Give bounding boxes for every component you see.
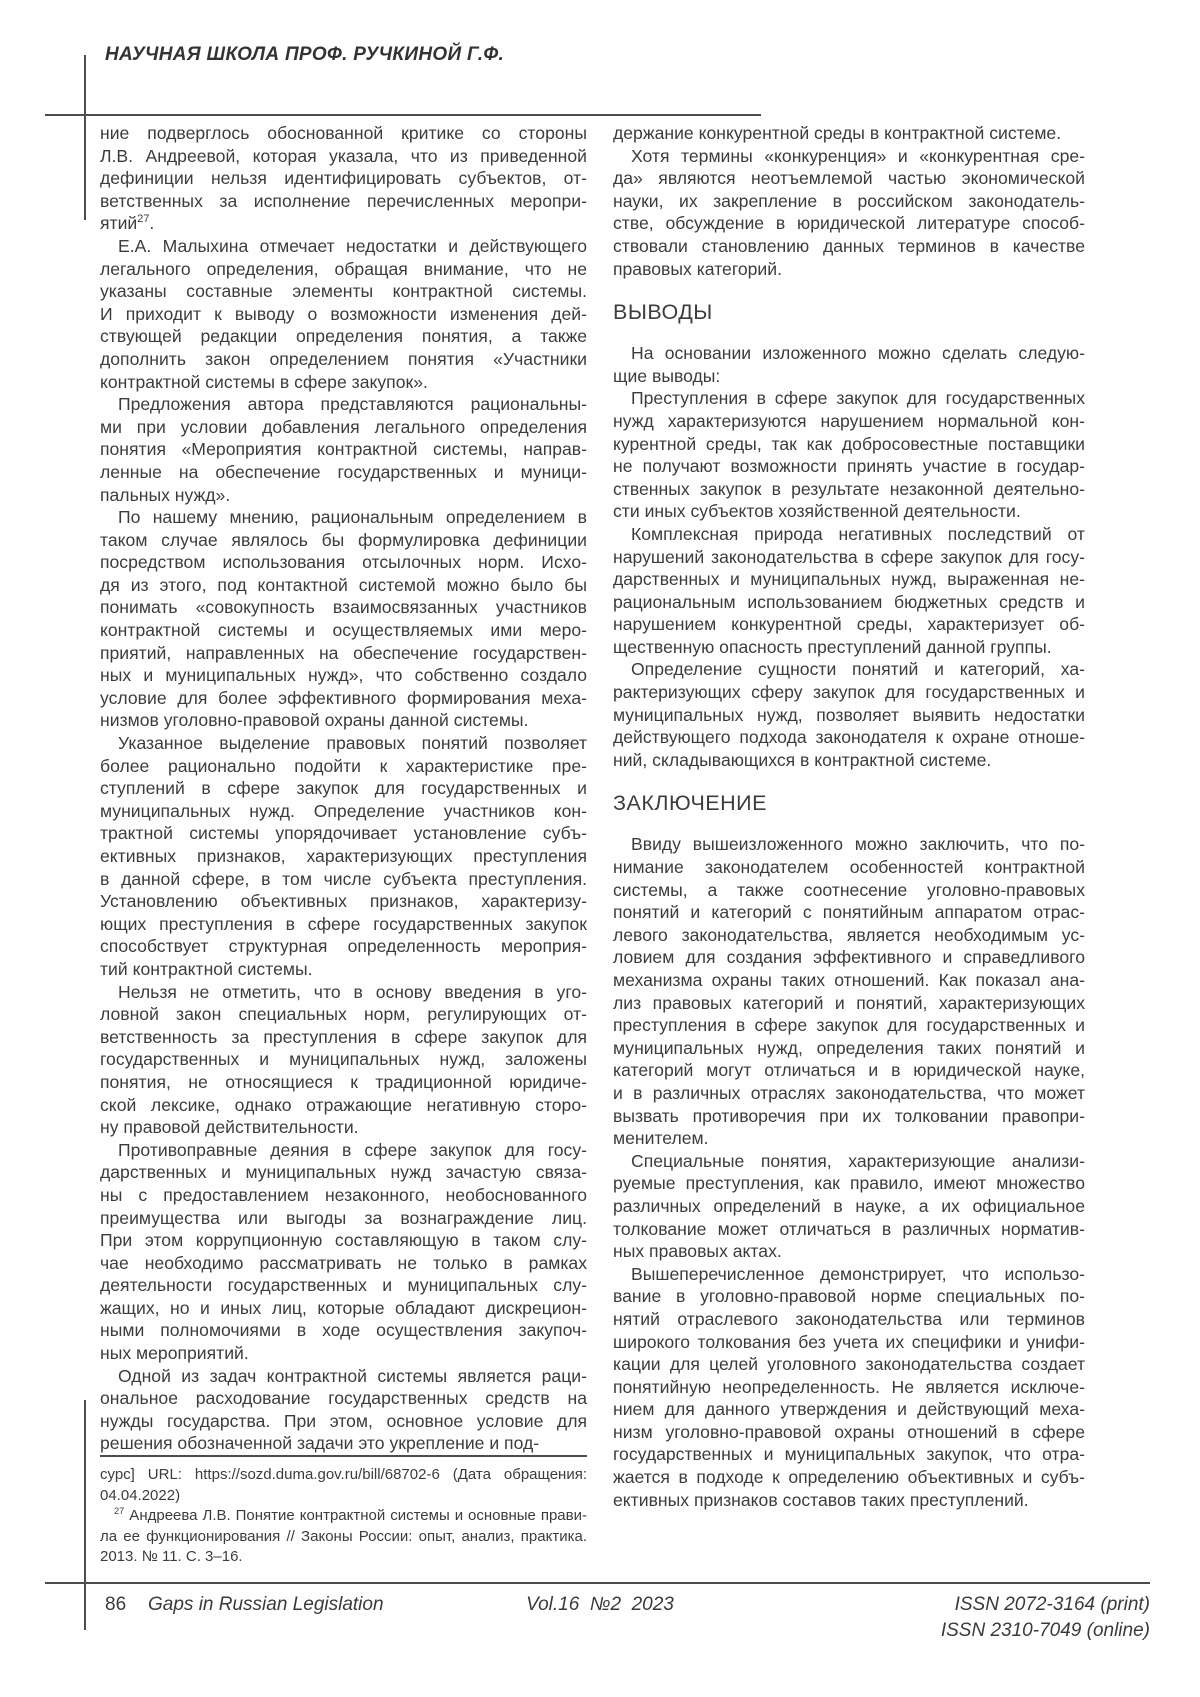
text-line: держание конкурентной среды в контрактной системе. — [613, 123, 1062, 143]
text-line: да» являются неотъемлемой частью экономической — [613, 168, 1085, 189]
text-line: рациональным использованием бюджетных средств и — [613, 591, 1085, 612]
text-line: ективных признаков составов таких преступлений. — [613, 1489, 1029, 1510]
text-line: сти иных субъектов хозяйственной деятельности. — [613, 501, 1021, 522]
text-line: менителем. — [613, 1128, 709, 1149]
text-line: легального определения, обращая внимание, что не — [100, 258, 587, 279]
text-line: нимание законодателем особенностей контрактной — [613, 857, 1085, 878]
text-line: Л.В. Андреевой, которая указала, что из приведенной — [100, 145, 587, 166]
paragraph — [100, 235, 587, 393]
right-column — [613, 122, 1085, 1511]
text-line: щие выводы: — [613, 365, 721, 386]
text-line: ющих преступления в сфере государственных закупок — [100, 913, 587, 934]
text-line: стве, обсуждение в юридической литературе способ- — [613, 213, 1085, 234]
running-head: НАУЧНАЯ ШКОЛА ПРОФ. РУЧКИНОЙ Г.Ф. — [105, 44, 505, 65]
text-line: не получают возможности принять участие в государ- — [613, 456, 1085, 477]
text-line: Хотя термины «конкуренция» и «конкурентная сре- — [631, 145, 1085, 166]
text-line: ской лексике, однако отражающие негативную сторо- — [100, 1094, 587, 1115]
text-line: ловием для создания эффективного и справедливого — [613, 947, 1085, 968]
issn-online: ISSN 2310-7049 (online) — [940, 1620, 1150, 1641]
text-line: Специальные понятия, характеризующие анализи- — [631, 1150, 1085, 1171]
text-line: низмов уголовно-правовой охраны данной системы. — [100, 710, 529, 731]
text-line: курентной среды, так как добросовестные поставщики — [613, 433, 1085, 454]
text-line: правовых категорий. — [613, 258, 782, 279]
footnotes-block — [100, 1455, 587, 1568]
text-line: муниципальных нужд, позволяет выявить недостатки — [613, 704, 1085, 725]
text-line: дополнить закон определением понятия «Участники — [100, 348, 587, 369]
text-line: понятия, не относящиеся к традиционной юридиче- — [100, 1071, 587, 1092]
issn-block — [941, 1592, 1150, 1644]
text-line: жается в подходе к определению объективных и субъ- — [613, 1467, 1085, 1488]
journal-title: Gaps in Russian Legislation — [148, 1594, 384, 1615]
text-line: таком случае являлось бы формулировка дефиниции — [100, 529, 587, 550]
issn-print: ISSN 2072-3164 (print) — [954, 1594, 1150, 1615]
text-line: лиз правовых категорий и понятий, характеризующих — [613, 992, 1085, 1013]
footnote-marker: 27 — [114, 1506, 125, 1516]
section-heading: ЗАКЛЮЧЕНИЕ — [613, 791, 767, 816]
text-line: понятия «Мероприятия контрактной системы, направ- — [100, 439, 587, 460]
text-line: условие для более эффективного формирования меха- — [100, 687, 587, 708]
text-line: ний, складывающихся в контрактной системе. — [613, 749, 992, 770]
text-line: понятийную неопределенность. Не является исключе- — [613, 1376, 1085, 1397]
text-line: Преступления в сфере закупок для государственных — [631, 388, 1085, 409]
text-line: ловной закон специальных норм, регулирующих от- — [100, 1004, 587, 1025]
text-line: ными полномочиями в ходе осуществления закупоч- — [100, 1320, 587, 1341]
text-line: дарственных и муниципальных нужд зачастую связа- — [100, 1162, 587, 1183]
text-line: ну правовой действительности. — [100, 1117, 359, 1138]
text-line: пальных нужд». — [100, 484, 231, 505]
paragraph — [613, 833, 1085, 1149]
text-line: ми при условии добавления легального определения — [100, 416, 587, 437]
text-line: нужды государства. При этом, основное условие для — [100, 1410, 587, 1431]
text-line: более рационально подойти к характеристике пре- — [100, 755, 587, 776]
text-line: ветственных за исполнение перечисленных меропри- — [100, 190, 587, 211]
paragraph — [100, 122, 587, 235]
text-line: различных определений в науке, а их официальное — [613, 1195, 1085, 1216]
text-line: и в различных отраслях законодательства, что может — [613, 1082, 1085, 1103]
text-line: муниципальных нужд. Определение участников кон- — [100, 800, 587, 821]
text-line: низм уголовно-правовой охраны отношений в сфере — [613, 1421, 1085, 1442]
text-line: нятий отраслевого законодательства или терминов — [613, 1308, 1085, 1329]
margin-rule-top — [84, 55, 86, 220]
text-line: нужд характеризуются нарушением нормальной кон- — [613, 410, 1085, 431]
text-line: Одной из задач контрактной системы является раци- — [118, 1365, 587, 1386]
text-line: Е.А. Малыхина отмечает недостатки и действующего — [118, 235, 587, 256]
text-line: решения обозначенной задачи это укрепление и под- — [100, 1433, 540, 1454]
text-line: ние подверглось обоснованной критике со стороны — [100, 123, 587, 143]
header-rule — [45, 114, 761, 116]
text-line: в данной сфере, в том числе субъекта преступления. — [100, 868, 587, 889]
text-line: трактной системы упорядочивает установление субъ- — [100, 823, 587, 844]
paragraph — [100, 1506, 587, 1568]
paragraph — [100, 981, 587, 1139]
text-line: 2013. № 11. С. 3–16. — [100, 1548, 243, 1565]
paragraph — [613, 1150, 1085, 1263]
text-line: Установлению объективных признаков, характеризу- — [100, 891, 587, 912]
text-line: категорий могут отличаться и в юридической науке, — [613, 1060, 1085, 1081]
text-line: кации для целей уголовного законодательства создает — [613, 1354, 1085, 1375]
text-line: 04.04.2022) — [100, 1486, 181, 1504]
text-line: понимать «совокупность взаимосвязанных участников — [100, 597, 587, 618]
text-line: государственных и муниципальных закупок, что отра- — [613, 1444, 1085, 1465]
text-line: посредством использования отсылочных норм. Исхо- — [100, 552, 587, 573]
text-line: механизма охраны таких отношений. Как показал ана- — [613, 970, 1085, 990]
paragraph — [100, 393, 587, 506]
text-line: нарушений законодательства в сфере закупок для госу- — [613, 546, 1085, 567]
text-line: способствует структурная определенность мероприя- — [100, 936, 587, 957]
text-line: При этом коррупционную составляющую в таком слу- — [100, 1230, 587, 1251]
text-line: левого законодательства, является необходимым ус- — [613, 924, 1085, 945]
text-line: ступлений в сфере закупок для государственных и — [100, 778, 587, 799]
text-line: системы, а также соотнесение уголовно-правовых — [613, 879, 1085, 900]
page-number: 86 — [105, 1594, 127, 1615]
text-line: приятий, направленных на обеспечение государствен- — [100, 642, 587, 663]
text-line: преступления в сфере закупок для государственных и — [613, 1015, 1085, 1036]
footnote-marker: 27 — [137, 213, 150, 226]
text-line: контрактной системы и осуществляемых ими меро- — [100, 620, 587, 641]
text-line: понятий и категорий с понятийным аппаратом отрас- — [613, 902, 1085, 923]
issue-info: Vol.16 №2 2023 — [526, 1594, 674, 1615]
text-line: деятельности государственных и муниципальных слу- — [100, 1275, 587, 1296]
paragraph — [100, 506, 587, 732]
text-line: указаны составные элементы контрактной системы. — [100, 281, 587, 302]
text-line: жащих, но и иных лиц, которые обладают дискрецион- — [100, 1297, 587, 1318]
text-line: ственных закупок в результате незаконной деятельно- — [613, 478, 1085, 499]
text-line: муниципальных нужд, определения таких понятий и — [613, 1037, 1085, 1058]
text-line: дя из этого, под контактной системой можно было бы — [100, 574, 587, 595]
paragraph — [613, 658, 1085, 771]
paragraph — [100, 1465, 587, 1506]
text-line: щественную опасность преступлений данной группы. — [613, 636, 1052, 657]
text-line: Предложения автора представляются рациональны- — [118, 394, 587, 415]
text-line: контрактной системы в сфере закупок». — [100, 371, 428, 392]
text-line: науки, их закрепление в российском законодатель- — [613, 190, 1085, 211]
left-column — [100, 122, 587, 1455]
footer-rule — [45, 1582, 1150, 1584]
text-line: $^{27}$ Андреева Л.В. Понятие контрактной системы и основные прави- — [114, 1506, 587, 1524]
text-line: ных правовых актах. — [613, 1241, 782, 1262]
text-line: вызвать противоречия при их толковании правопри- — [613, 1105, 1085, 1126]
text-line: Определение сущности понятий и категорий, ха- — [631, 659, 1085, 680]
text-line: чае необходимо рассматривать не только в рамках — [100, 1252, 587, 1273]
text-line: дефиниции нельзя идентифицировать субъектов, от- — [100, 168, 587, 189]
section-heading: ВЫВОДЫ — [613, 300, 713, 325]
paragraph — [100, 1139, 587, 1365]
text-line: толкование может отличаться в различных норматив- — [613, 1218, 1085, 1239]
text-line: Ввиду вышеизложенного можно заключить, что по- — [631, 834, 1085, 855]
text-line: ствовали становлению данных терминов в качестве — [613, 235, 1085, 256]
text-line: На основании изложенного можно сделать следую- — [631, 343, 1085, 364]
text-line: дарственных и муниципальных нужд, выраженная не- — [613, 569, 1085, 590]
paragraph — [613, 342, 1085, 387]
text-line: Нельзя не отметить, что в основу введения в уго- — [118, 981, 587, 1002]
paragraph — [100, 1365, 587, 1455]
text-line: Вышеперечисленное демонстрирует, что использо- — [631, 1263, 1085, 1284]
text-line: Противоправные деяния в сфере закупок для госу- — [118, 1139, 587, 1160]
paragraph — [613, 387, 1085, 523]
text-line: ятий$^{27}$. — [100, 213, 155, 234]
text-line: тий контрактной системы. — [100, 958, 313, 979]
paragraph — [613, 122, 1085, 145]
text-line: ветственность за преступления в сфере закупок для — [100, 1026, 587, 1047]
text-line: широкого толкования без учета их специфики и унифи- — [613, 1331, 1085, 1352]
text-line: Комплексная природа негативных последствий от — [631, 523, 1085, 544]
text-line: ла ее функционирования // Законы России: опыт, анализ, практика. — [100, 1527, 587, 1545]
text-line: нарушением конкурентной среды, характеризует об- — [613, 614, 1085, 635]
text-line: ствующей редакции определения понятия, а также — [100, 326, 587, 347]
text-line: И приходит к выводу о возможности изменения дей- — [100, 303, 587, 324]
text-line: ективных признаков, характеризующих преступления — [100, 846, 587, 866]
paragraph — [613, 145, 1085, 281]
paragraph — [100, 732, 587, 981]
text-line: руемые преступления, как правило, имеют множество — [613, 1173, 1085, 1194]
page-footer — [0, 1592, 1200, 1662]
text-line: ональное расходование государственных средств на — [100, 1388, 587, 1409]
text-line: ных мероприятий. — [100, 1343, 249, 1364]
text-line: рактеризующих сферу закупок для государственных и — [613, 682, 1085, 703]
text-line: сурс] URL: https://sozd.duma.gov.ru/bill/68702-6 (Дата обращения: — [100, 1466, 587, 1483]
text-line: нием для данного утверждения и действующий меха- — [613, 1399, 1085, 1420]
text-line: ленные на обеспечение государственных и муници- — [100, 461, 587, 482]
text-line: государственных и муниципальных нужд, заложены — [100, 1049, 587, 1070]
text-line: ны с предоставлением незаконного, необоснованного — [100, 1184, 587, 1205]
text-line: По нашему мнению, рациональным определением в — [118, 507, 587, 528]
text-line: действующего подхода законодателя к охране отноше- — [613, 727, 1085, 748]
text-line: вание в уголовно-правовой норме специальных по- — [613, 1286, 1085, 1307]
text-line: ных и муниципальных нужд», что собственно создало — [100, 665, 587, 686]
paragraph — [613, 1263, 1085, 1512]
text-line: преимущества или выгоды за вознаграждение лиц. — [100, 1207, 587, 1228]
paragraph — [613, 523, 1085, 659]
text-line: Указанное выделение правовых понятий позволяет — [118, 733, 587, 754]
